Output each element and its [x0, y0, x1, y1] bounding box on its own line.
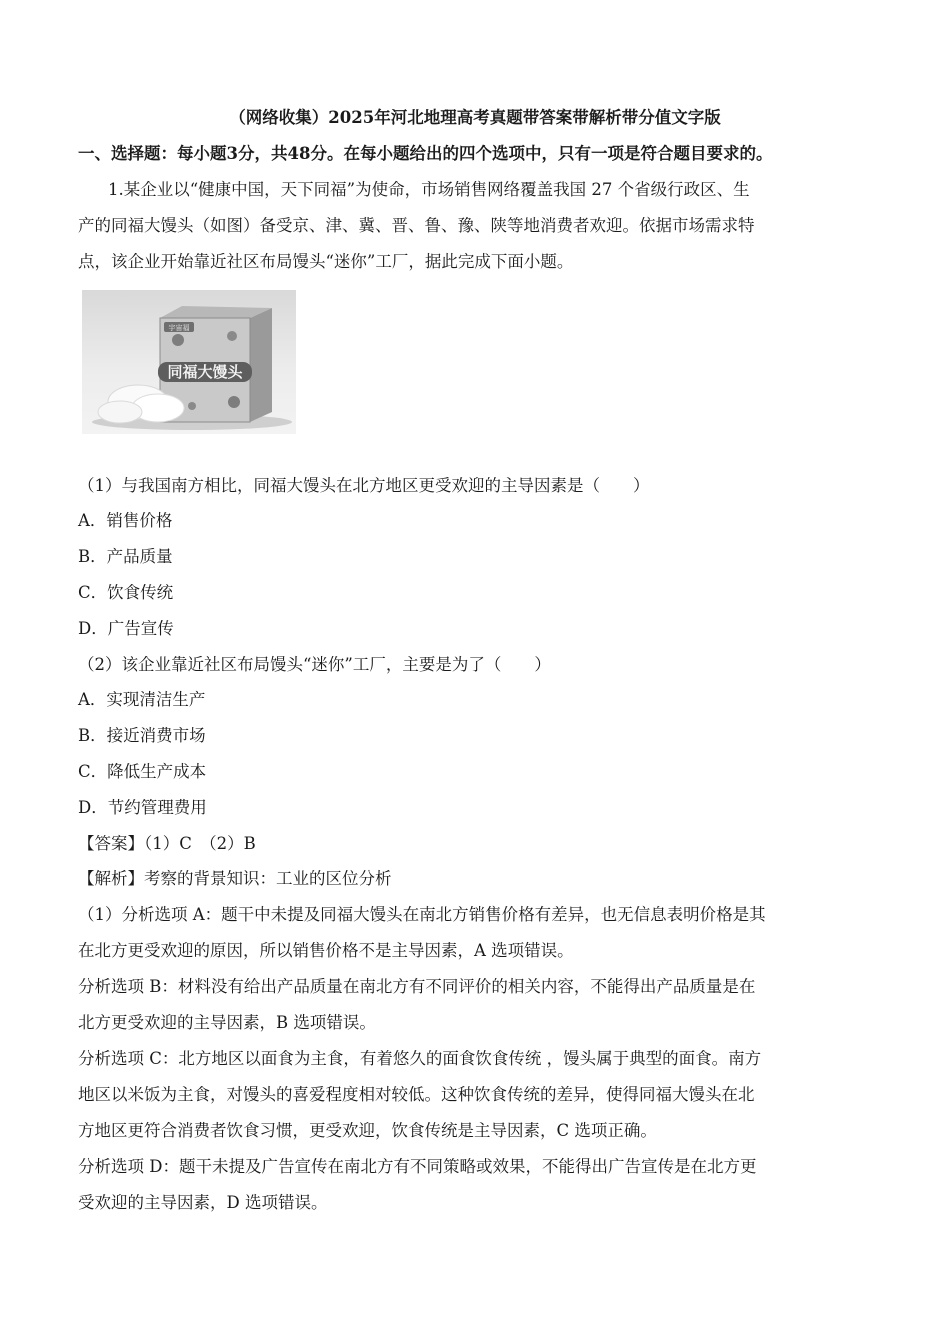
product-photo [82, 290, 296, 434]
question-2-option-d: D．节约管理费用 [78, 798, 207, 817]
analysis-line: 受欢迎的主导因素，D 选项错误。 [78, 1193, 328, 1212]
analysis-line: 分析选项 B：材料没有给出产品质量在南北方有不同评价的相关内容，不能得出产品质量是在 [78, 977, 756, 996]
analysis-line: 方地区更符合消费者饮食习惯，更受欢迎，饮食传统是主导因素，C 选项正确。 [78, 1121, 657, 1140]
box-label: 同福大馒头 [167, 363, 243, 381]
brand-label: 宇宙福 [168, 324, 190, 332]
steamed-bun [98, 401, 142, 423]
steamed-bun-box-illustration [82, 290, 296, 434]
question-stem-line-3: 点，该企业开始靠近社区布局馒头“迷你”工厂，据此完成下面小题。 [78, 252, 574, 271]
analysis-line: 北方更受欢迎的主导因素，B 选项错误。 [78, 1013, 376, 1032]
section-heading: 一、选择题：每小题3分，共48分。在每小题给出的四个选项中，只有一项是符合题目要求的。 [78, 144, 773, 163]
box-side [250, 308, 272, 422]
question-1-option-d: D．广告宣传 [78, 619, 174, 638]
analysis-line: （1）分析选项 A：题干中未提及同福大馒头在南北方销售价格有差异，也无信息表明价格是其 [78, 905, 766, 924]
analysis-line: 在北方更受欢迎的原因，所以销售价格不是主导因素，A 选项错误。 [78, 941, 574, 960]
question-1-option-c: C．饮食传统 [78, 583, 174, 602]
question-2-option-b: B．接近消费市场 [78, 726, 206, 745]
question-stem-line-1: 1.某企业以“健康中国，天下同福”为使命，市场销售网络覆盖我国 27 个省级行政区、生 [108, 180, 750, 199]
analysis-line: 地区以米饭为主食，对馒头的喜爱程度相对较低。这种饮食传统的差异，使得同福大馒头在北 [78, 1085, 755, 1104]
question-2-option-c: C．降低生产成本 [78, 762, 207, 781]
analysis-line: 分析选项 D：题干未提及广告宣传在南北方有不同策略或效果，不能得出广告宣传是在北方更 [78, 1157, 757, 1176]
analysis-line: 分析选项 C：北方地区以面食为主食，有着悠久的面食饮食传统 ，馒头属于典型的面食。南方 [78, 1049, 762, 1068]
question-2-option-a: A．实现清洁生产 [78, 690, 206, 709]
document-title: （网络收集）2025年河北地理高考真题带答案带解析带分值文字版 [229, 108, 721, 127]
question-1-option-b: B．产品质量 [78, 547, 173, 566]
question-1-prompt: （1）与我国南方相比，同福大馒头在北方地区更受欢迎的主导因素是（ ） [78, 476, 650, 495]
question-1-option-a: A．销售价格 [78, 511, 173, 530]
analysis-heading: 【解析】考察的背景知识：工业的区位分析 [78, 869, 392, 888]
question-2-prompt: （2）该企业靠近社区布局馒头“迷你”工厂，主要是为了（ ） [78, 655, 551, 674]
answer-line: 【答案】（1）C （2）B [78, 834, 256, 853]
question-stem-line-2: 产的同福大馒头（如图）备受京、津、冀、晋、鲁、豫、陕等地消费者欢迎。依据市场需求特 [78, 216, 755, 235]
